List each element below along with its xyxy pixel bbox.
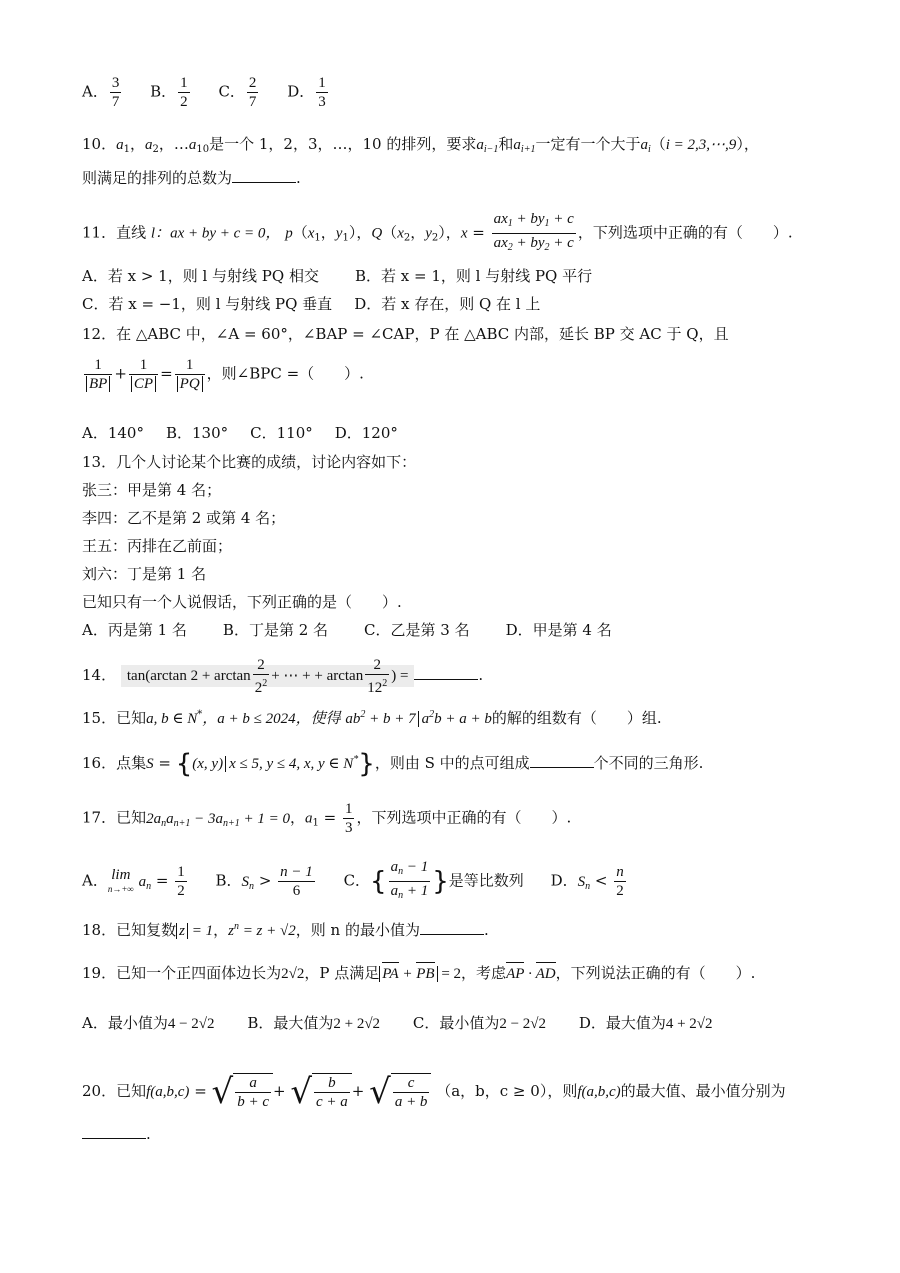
question-13-statement-1: 张三：甲是第 4 名； bbox=[82, 481, 222, 499]
question-12-options: A．140° B．130° C．110° D．120° bbox=[82, 424, 398, 442]
q14-expression: tan(arctan 2 + arctan $\frac{2}{2^2}$ + ⋯ + + arctan $\frac{2}{12^2}$ ) = bbox=[121, 665, 415, 687]
q9-options: A． $\frac{3}{7}$ B． $\frac{1}{2}$ C． $\frac{2}{7}$ D． $\frac{1}{3}$ bbox=[82, 75, 326, 110]
answer-blank[interactable] bbox=[82, 1124, 146, 1139]
question-19-options: A．最小值为4 − 2√2 B．最大值为2 + 2√2 C．最小值为2 − 2√2 D．最大值为4 + 2√2 bbox=[82, 1014, 713, 1032]
question-10: 10．$a_1$，$a_2$，$\dots a_{10}$是一个 1，2，3，…，10 的排列，要求$a_{i-1}$和$a_{i+1}$一定有一个大于$a_i(i$ = 2,3,⋯,9）， bbox=[82, 135, 759, 155]
question-13-statement-2: 李四：乙不是第 2 或第 4 名； bbox=[82, 509, 286, 527]
question-13-options: A．丙是第 1 名 B．丁是第 2 名 C．乙是第 3 名 D．甲是第 4 名 bbox=[82, 621, 612, 639]
q9-d-fraction: $\frac{1}{3}$ bbox=[318, 75, 326, 110]
q11-fraction: $\frac{ax_1 + by_1 + c}{ax_2 + by_2 + c}$ bbox=[493, 211, 574, 253]
question-10-line2: 则满足的排列的总数为 . bbox=[82, 169, 301, 187]
question-13-prompt: 已知只有一个人说假话，下列正确的是（ ）. bbox=[82, 593, 402, 611]
question-19: 19．已知一个正四面体边长为2√2，P 点满足 PA + PB = 2，考虑AP · AD，下列说法正确的有（ ）. bbox=[82, 964, 756, 982]
question-13-statement-3: 王五：丙排在乙前面； bbox=[82, 537, 233, 555]
question-11-options-ab: A．若 x > 1，则 l 与射线 PQ 相交 B．若 x = 1，则 l 与射线 PQ 平行 bbox=[82, 267, 593, 285]
question-13: 13．几个人讨论某个比赛的成绩，讨论内容如下： bbox=[82, 453, 417, 471]
question-14: 14． tan(arctan 2 + arctan $\frac{2}{2^2}$ + ⋯ + + arctan $\frac{2}{12^2}$ ) = . bbox=[82, 657, 484, 696]
q9-b-fraction: $\frac{1}{2}$ bbox=[180, 75, 188, 110]
question-20: 20．已知f(a,b,c) = √ $\frac{a}{b + c}$ + √ $\frac{b}{c + a}$ + √ $\frac{c}{a + b}$ （a，b，c ≥ 0），则f(a,b,c)的最大值、最小值分别为 bbox=[82, 1072, 786, 1112]
question-11: 11．直线 l：ax + by + c = 0， $p(x_1$，$y_1$），$Q(x_2$，$y_2$），x = $\frac{ax_1 + by_1 + c}{ax_2 + by_2 + c}$ ，下列选项中正确的有（ ）. bbox=[82, 210, 793, 257]
q9-a-fraction: $\frac{3}{7}$ bbox=[111, 75, 120, 110]
question-17-options: A． lim n→+∞ $a_n$ = $\frac{1}{2}$ B．$S_n$ > $\frac{n - 1}{6}$ C．{ $\frac{a_n - 1}{a_n + 1}$ }是等比数列 D．$S_n$ < $\frac{n}{2}$ bbox=[82, 859, 624, 901]
answer-blank[interactable] bbox=[530, 753, 594, 768]
question-18: 18．已知复数 z = 1，$z^n = z + √2$，则 n 的最小值为 . bbox=[82, 921, 489, 939]
question-20-line2: . bbox=[82, 1124, 151, 1144]
answer-blank[interactable] bbox=[232, 168, 296, 183]
q9-c-fraction: $\frac{2}{7}$ bbox=[248, 75, 257, 110]
question-16: 16．点集S = {(x, y) x ≤ 5, y ≤ 4, x, y ∈ N*}，则由 S 中的点可组成 个不同的三角形. bbox=[82, 749, 704, 779]
question-11-options-cd: C．若 x = −1，则 l 与射线 PQ 垂直 D．若 x 存在，则 Q 在 l 上 bbox=[82, 295, 541, 313]
answer-blank[interactable] bbox=[420, 920, 484, 935]
question-17: 17．已知$2a_na_{n+1} - 3a_{n+1} + 1 = 0$，$a_1$ = $\frac{1}{3}$ ，下列选项中正确的有（ ）. bbox=[82, 801, 572, 836]
question-15: 15．已知a, b ∈ N*，a + b ≤ 2024，使得 $ab^2 + b + 7$ $a^2b + a + b$的解的组数有（ ）组. bbox=[82, 709, 662, 727]
question-13-statement-4: 刘六：丁是第 1 名 bbox=[82, 565, 207, 583]
question-12-line2: $\frac{1}{BP}$ + $\frac{1}{CP}$ = $\frac{1}{PQ}$ ，则∠BPC =（ ）. bbox=[82, 356, 364, 393]
question-12: 12．在 △ABC 中，∠A = 60°，∠BAP = ∠CAP，P 在 △ABC 内部，延长 BP 交 AC 于 Q，且 bbox=[82, 325, 729, 343]
answer-blank[interactable] bbox=[414, 665, 478, 680]
